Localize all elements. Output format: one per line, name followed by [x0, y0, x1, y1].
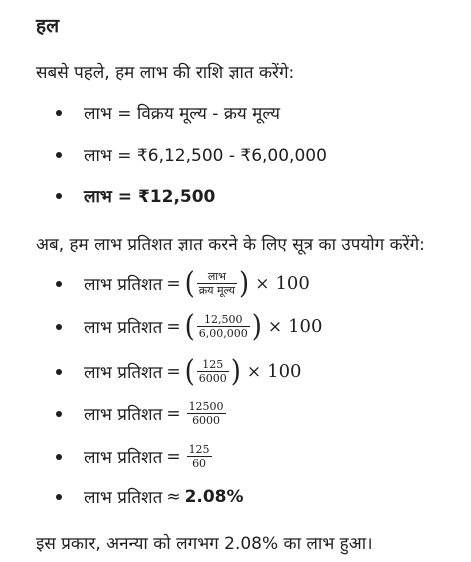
fraction	[187, 400, 226, 427]
list-item	[56, 184, 215, 207]
close-paren: )	[239, 266, 250, 301]
bullet-icon	[56, 494, 62, 500]
equals-sign: =	[166, 403, 181, 424]
fraction	[197, 313, 250, 340]
open-paren: (	[184, 354, 195, 389]
list-item	[56, 101, 280, 124]
percent-step-6	[84, 485, 244, 508]
percent-step-4	[84, 400, 228, 427]
close-paren: )	[230, 354, 241, 389]
list-item	[56, 485, 244, 508]
bullet-icon	[56, 193, 62, 199]
open-paren: (	[184, 309, 195, 344]
fraction-numerator: 12500	[188, 400, 224, 413]
equals-sign: =	[166, 316, 181, 337]
list-item	[56, 266, 310, 301]
times-sign: ×	[255, 273, 270, 294]
list-item	[56, 400, 228, 427]
percent-label: लाभ प्रतिशत	[84, 275, 163, 295]
transition-text: अब, हम लाभ प्रतिशत ज्ञात करने के लिए सूत्र का उपयोग करेंगे:	[36, 235, 425, 255]
fraction-numerator: 125	[202, 358, 224, 371]
hundred-value: 100	[267, 361, 302, 382]
percent-label: लाभ प्रतिशत	[84, 318, 163, 338]
fraction-denominator: 6,00,000	[198, 327, 248, 340]
percent-label: लाभ प्रतिशत	[84, 405, 163, 425]
percent-step-1	[84, 266, 310, 301]
final-percent-value: 2.08%	[184, 486, 244, 507]
times-sign: ×	[267, 316, 283, 337]
bullet-icon	[56, 454, 62, 460]
conclusion-text: इस प्रकार, अनन्या को लगभग 2.08% का लाभ हुआ।	[36, 534, 373, 554]
solution-heading: हल	[36, 15, 60, 37]
close-paren: )	[251, 309, 262, 344]
list-item	[56, 443, 214, 470]
percent-label: लाभ प्रतिशत	[84, 448, 163, 468]
intro-text: सबसे पहले, हम लाभ की राशि ज्ञात करेंगे:	[36, 63, 295, 83]
fraction-numerator: 12,500	[203, 313, 243, 326]
bullet-icon	[56, 152, 62, 158]
fraction-denominator: 6000	[198, 372, 227, 385]
bullet-icon	[56, 281, 62, 287]
percent-step-5	[84, 443, 214, 470]
list-item	[56, 143, 327, 166]
fraction-numerator: लाभ	[207, 270, 226, 283]
fraction-denominator: 60	[192, 457, 207, 470]
equals-sign: =	[166, 361, 181, 382]
bullet-icon	[56, 411, 62, 417]
fraction	[197, 358, 229, 385]
approx-sign: ≈	[166, 486, 181, 507]
list-item	[56, 309, 323, 344]
fraction	[187, 443, 212, 470]
fraction-denominator: क्रय मूल्य	[198, 284, 236, 297]
percent-step-2	[84, 309, 323, 344]
profit-result: लाभ = ₹12,500	[84, 187, 216, 207]
percent-label: लाभ प्रतिशत	[84, 488, 163, 508]
hundred-value: 100	[288, 316, 323, 337]
fraction	[197, 270, 237, 297]
bullet-icon	[56, 110, 62, 116]
profit-substitution: लाभ = ₹6,12,500 - ₹6,00,000	[84, 146, 327, 166]
list-item	[56, 354, 302, 389]
percent-step-3	[84, 354, 302, 389]
open-paren: (	[184, 266, 195, 301]
times-sign: ×	[246, 361, 262, 382]
bullet-icon	[56, 369, 62, 375]
fraction-denominator: 6000	[192, 414, 221, 427]
percent-label: लाभ प्रतिशत	[84, 363, 163, 383]
equals-sign: =	[166, 273, 181, 294]
equals-sign: =	[166, 446, 181, 467]
bullet-icon	[56, 324, 62, 330]
profit-formula: लाभ = विक्रय मूल्य - क्रय मूल्य	[84, 104, 280, 124]
hundred-value: 100	[275, 273, 310, 294]
fraction-numerator: 125	[188, 443, 210, 456]
